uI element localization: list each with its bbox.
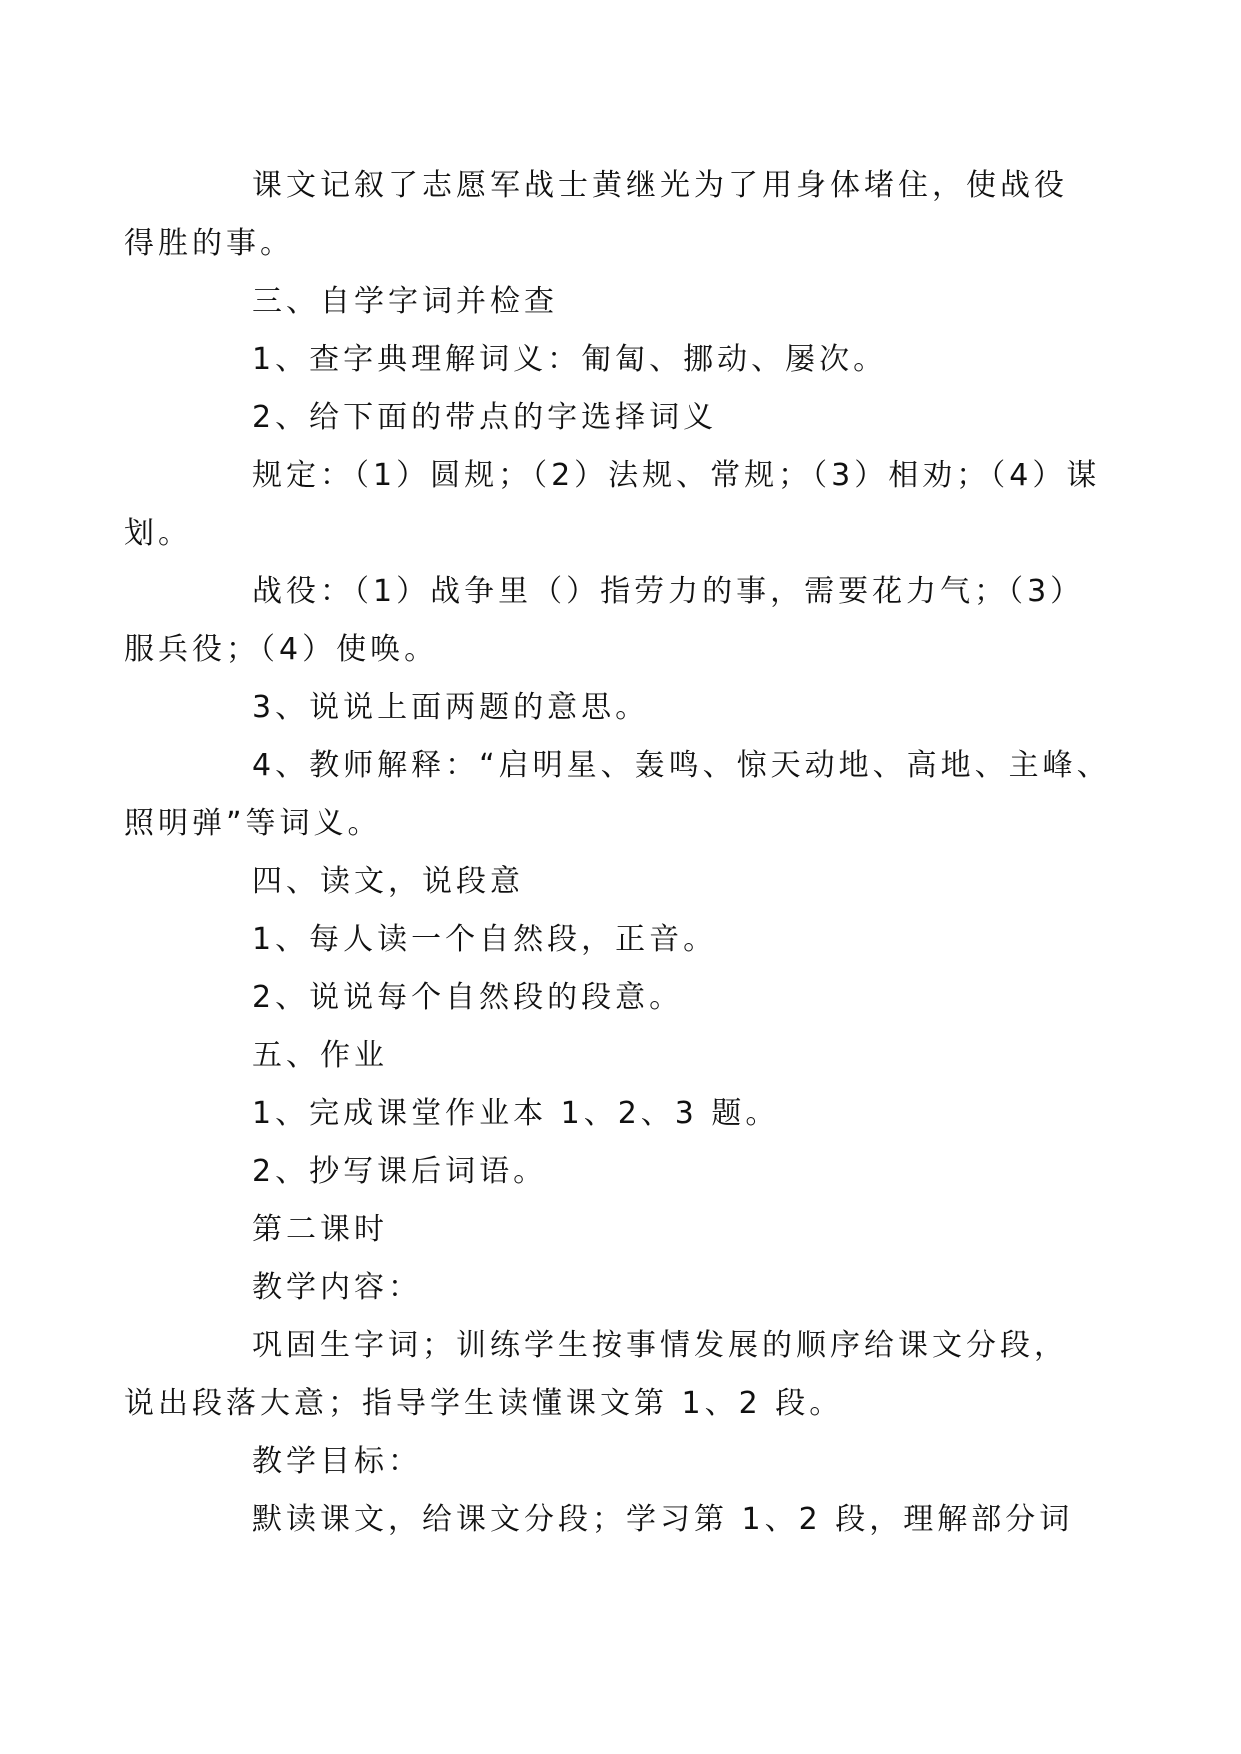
text-line: 教学内容： bbox=[252, 1270, 422, 1305]
text-line: 服兵役；（4）使唤。 bbox=[124, 632, 439, 667]
text-line: 2、抄写课后词语。 bbox=[252, 1154, 548, 1189]
text-line: 照明弹”等词义。 bbox=[124, 806, 382, 841]
text-line: 巩固生字词；训练学生按事情发展的顺序给课文分段， bbox=[252, 1328, 1068, 1363]
text-line: 4、教师解释：“启明星、轰鸣、惊天动地、高地、主峰、 bbox=[252, 748, 1111, 783]
paragraph bbox=[124, 157, 1068, 273]
document-body bbox=[124, 157, 1111, 1549]
text-line: 三、自学字词并检查 bbox=[252, 284, 558, 319]
paragraph bbox=[124, 737, 1111, 853]
text-line: 说出段落大意；指导学生读懂课文第 1、2 段。 bbox=[124, 1386, 844, 1421]
paragraph bbox=[188, 1027, 1068, 1085]
paragraph bbox=[188, 1259, 1068, 1317]
text-line: 第二课时 bbox=[252, 1212, 388, 1247]
paragraph bbox=[188, 1143, 1068, 1201]
paragraph bbox=[124, 447, 1101, 563]
paragraph bbox=[124, 1317, 1068, 1433]
paragraph bbox=[188, 389, 1068, 447]
text-line: 2、说说每个自然段的段意。 bbox=[252, 980, 684, 1015]
paragraph bbox=[188, 853, 1068, 911]
text-line: 战役：（1）战争里（）指劳力的事，需要花力气；（3） bbox=[252, 574, 1085, 609]
paragraph bbox=[188, 1085, 1068, 1143]
text-line: 四、读文，说段意 bbox=[252, 864, 524, 899]
text-line: 1、完成课堂作业本 1、2、3 题。 bbox=[252, 1096, 780, 1131]
text-line: 五、作业 bbox=[252, 1038, 388, 1073]
paragraph bbox=[188, 273, 1068, 331]
paragraph bbox=[188, 679, 1068, 737]
text-line: 1、每人读一个自然段，正音。 bbox=[252, 922, 718, 957]
text-line: 得胜的事。 bbox=[124, 226, 294, 261]
paragraph bbox=[188, 1201, 1068, 1259]
text-line: 规定：（1）圆规；（2）法规、常规；（3）相劝；（4）谋 bbox=[252, 458, 1101, 493]
text-line: 划。 bbox=[124, 516, 192, 551]
paragraph bbox=[188, 1433, 1068, 1491]
text-line: 教学目标： bbox=[252, 1444, 422, 1479]
text-line: 课文记叙了志愿军战士黄继光为了用身体堵住，使战役 bbox=[252, 168, 1068, 203]
text-line: 3、说说上面两题的意思。 bbox=[252, 690, 650, 725]
paragraph bbox=[188, 969, 1068, 1027]
paragraph bbox=[188, 911, 1068, 969]
text-line: 2、给下面的带点的字选择词义 bbox=[252, 400, 718, 435]
text-line: 1、查字典理解词义：匍匐、挪动、屡次。 bbox=[252, 342, 888, 377]
text-line: 默读课文，给课文分段；学习第 1、2 段，理解部分词 bbox=[252, 1502, 1074, 1537]
paragraph bbox=[188, 331, 1068, 389]
paragraph bbox=[124, 563, 1085, 679]
paragraph bbox=[188, 1491, 1074, 1549]
